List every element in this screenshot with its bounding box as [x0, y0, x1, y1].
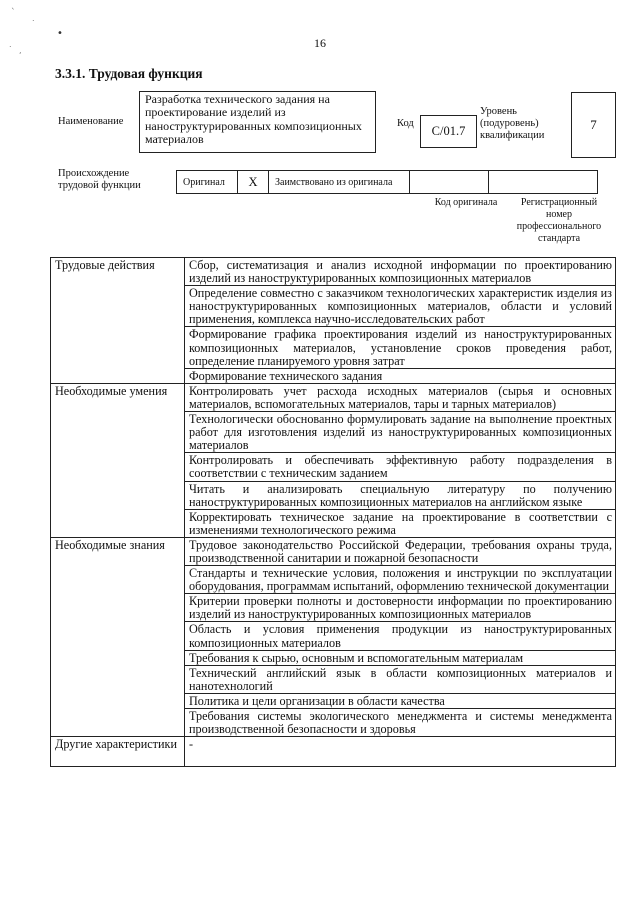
section-item: Трудовое законодательство Российской Федерации, требования охраны труда, производственной санитарии и пожарной безопасности	[185, 537, 616, 565]
origin-table	[176, 170, 598, 194]
section-item: Технологически обоснованно формулировать задание на выполнение проектных работ для изготовления изделий из наноструктурированных композиционных материалов	[185, 412, 616, 453]
section-item: Область и условия применения продукции из наноструктурированных композиционных материалов	[185, 622, 616, 650]
section-item: Политика и цели организации в области качества	[185, 693, 616, 708]
scan-speck: `	[11, 8, 16, 18]
section-item: Контролировать и обеспечивать эффективную работу подразделения в соответствии с техническим заданием	[185, 453, 616, 481]
section-label: Необходимые умения	[51, 383, 185, 537]
reg-number-caption: Регистрационный номер профессионального стандарта	[516, 197, 602, 244]
section-item: Технический английский язык в области композиционных материалов и нанотехнологий	[185, 665, 616, 693]
code-label: Код	[397, 118, 414, 129]
scan-speck: •	[57, 28, 63, 39]
section-label: Необходимые знания	[51, 537, 185, 736]
section-item: Стандарты и технические условия, положения и инструкции по эксплуатации оборудования, программам испытаний, оформлению технической документации	[185, 566, 616, 594]
function-table	[50, 257, 616, 767]
section-item: Критерии проверки полноты и достоверности информации по проектированию изделий из наноструктурированных композиционных материалов	[185, 594, 616, 622]
table-row	[51, 383, 616, 411]
section-item: Читать и анализировать специальную литературу по получению наноструктурированных композиционных материалов на английском языке	[185, 481, 616, 509]
section-title: 3.3.1. Трудовая функция	[55, 66, 203, 81]
table-row	[51, 737, 616, 767]
code-original-caption: Код оригинала	[434, 197, 498, 208]
section-item: Определение совместно с заказчиком технологических характеристик изделия из наноструктурированных композиционных материалов, области и условий применения, комплекса научно-исследовательских работ	[185, 286, 616, 327]
level-label: Уровень (подуровень) квалификации	[480, 106, 545, 141]
section-item: Контролировать учет расхода исходных материалов (сырья и основных материалов, вспомогательных материалов, тары и тарных материалов)	[185, 383, 616, 411]
scan-speck: .	[9, 40, 12, 49]
borrowed-label: Заимствовано из оригинала	[269, 171, 410, 194]
section-label: Другие характеристики	[51, 737, 185, 767]
section-item: Требования к сырью, основным и вспомогательным материалам	[185, 650, 616, 665]
section-item: Корректировать техническое задание на проектирование в соответствии с изменениями технологического режима	[185, 509, 616, 537]
name-label: Наименование	[58, 116, 124, 127]
table-row	[51, 258, 616, 286]
section-item: Формирование графика проектирования изделий из наноструктурированных композиционных материалов, установление сроков проведения работ, определение планируемого уровня затрат	[185, 327, 616, 368]
section-item: Формирование технического задания	[185, 368, 616, 383]
section-label: Трудовые действия	[51, 258, 185, 384]
code-value: С/01.7	[420, 115, 477, 148]
reg-number-cell	[489, 171, 598, 194]
page-number: 16	[314, 36, 326, 50]
scan-speck: ,	[19, 46, 22, 55]
original-mark: X	[238, 171, 269, 194]
level-value: 7	[571, 92, 616, 158]
function-name-value: Разработка технического задания на проектирование изделий из наноструктурированных композиционных материалов	[139, 91, 376, 153]
section-item: -	[185, 737, 616, 767]
section-item: Требования системы экологического менеджмента и системы менеджмента производственной безопасности и здоровья	[185, 709, 616, 737]
origin-label: Происхождение трудовой функции	[58, 168, 141, 191]
scan-speck: .	[32, 14, 35, 23]
section-item: Сбор, систематизация и анализ исходной информации по проектированию изделий из наноструктурированных композиционных материалов	[185, 258, 616, 286]
table-row	[51, 537, 616, 565]
original-label: Оригинал	[177, 171, 238, 194]
code-original-cell	[410, 171, 489, 194]
